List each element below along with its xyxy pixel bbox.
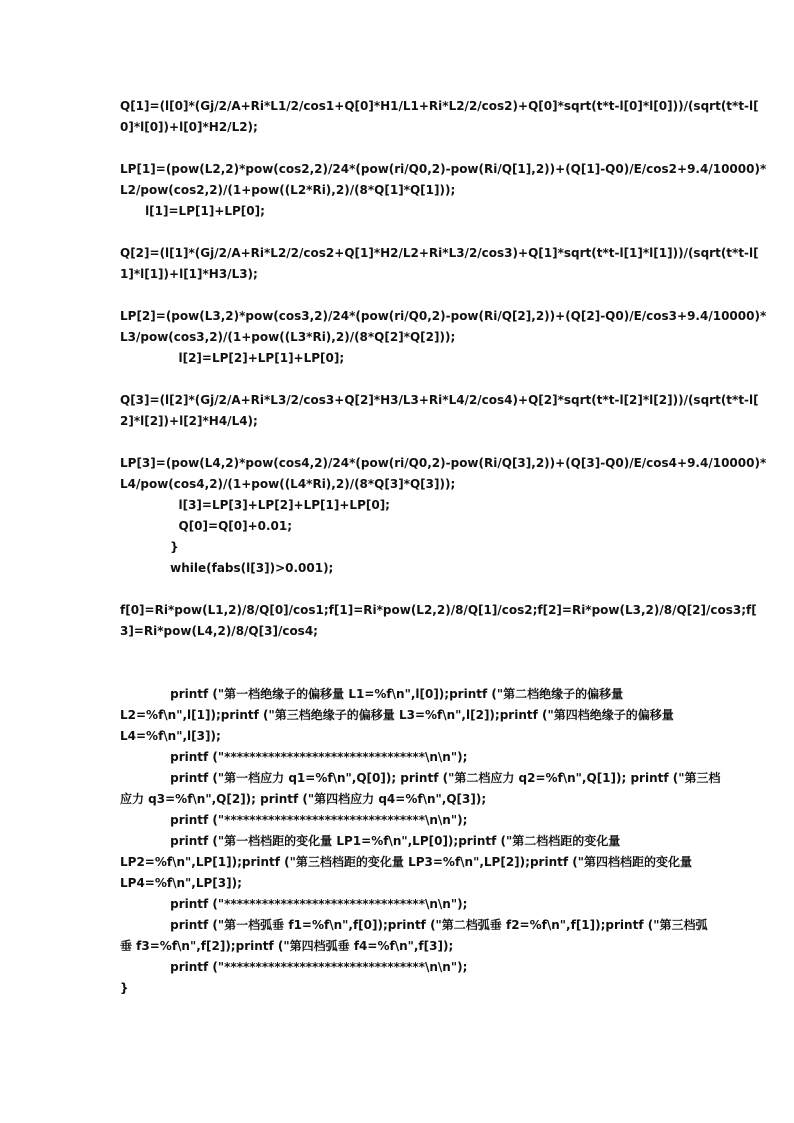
code-line: } [120,981,129,995]
code-line: f[0]=Ri*pow(L1,2)/8/Q[0]/cos1;f[1]=Ri*pow(L2,2)/8/Q[1]/cos2;f[2]=Ri*pow(L3,2)/8/Q[2]/cos3;f[ [120,603,757,617]
code-line: LP[3]=(pow(L4,2)*pow(cos4,2)/24*(pow(ri/Q0,2)-pow(Ri/Q[3],2))+(Q[3]-Q0)/E/cos4+9.4/10000)* [120,456,767,470]
code-line: printf ("********************************\n\n"); [120,813,468,827]
code-line: L4=%f\n",l[3]); [120,729,221,743]
code-line [120,285,680,306]
code-line: l[3]=LP[3]+LP[2]+LP[1]+LP[0]; [120,498,390,512]
code-line [120,432,680,453]
code-line: LP2=%f\n",LP[1]);printf ("第三档档距的变化量 LP3=%f\n",LP[2]);printf ("第四档档距的变化量 [120,855,692,869]
code-line: printf ("********************************\n\n"); [120,960,468,974]
code-line [120,138,680,159]
code-line: printf ("********************************\n\n"); [120,750,468,764]
code-line: LP[2]=(pow(L3,2)*pow(cos3,2)/24*(pow(ri/Q0,2)-pow(Ri/Q[2],2))+(Q[2]-Q0)/E/cos3+9.4/10000)* [120,309,767,323]
code-line: printf ("第一档应力 q1=%f\n",Q[0]); printf ("第二档应力 q2=%f\n",Q[1]); printf ("第三档 [120,771,721,785]
code-line: 垂 f3=%f\n",f[2]);printf ("第四档弧垂 f4=%f\n",f[3]); [120,939,454,953]
code-line [120,579,680,600]
code-line: Q[2]=(l[1]*(Gj/2/A+Ri*L2/2/cos2+Q[1]*H2/L2+Ri*L3/2/cos3)+Q[1]*sqrt(t*t-l[1]*l[1]))/(sqrt(t*t-l[ [120,246,759,260]
code-line [120,369,680,390]
code-line: 0]*l[0])+l[0]*H2/L2); [120,120,258,134]
code-line: l[1]=LP[1]+LP[0]; [120,204,265,218]
code-line: printf ("第一档绝缘子的偏移量 L1=%f\n",l[0]);printf ("第二档绝缘子的偏移量 [120,687,624,701]
code-line: L4/pow(cos4,2)/(1+pow((L4*Ri),2)/(8*Q[3]*Q[3])); [120,477,456,491]
code-line: printf ("第一档档距的变化量 LP1=%f\n",LP[0]);printf ("第二档档距的变化量 [120,834,621,848]
code-line: L2/pow(cos2,2)/(1+pow((L2*Ri),2)/(8*Q[1]*Q[1])); [120,183,456,197]
code-line [120,642,680,663]
code-line: Q[1]=(l[0]*(Gj/2/A+Ri*L1/2/cos1+Q[0]*H1/L1+Ri*L2/2/cos2)+Q[0]*sqrt(t*t-l[0]*l[0]))/(sqrt(t*t-l[ [120,99,759,113]
code-line: printf ("第一档弧垂 f1=%f\n",f[0]);printf ("第二档弧垂 f2=%f\n",f[1]);printf ("第三档弧 [120,918,708,932]
code-line: 2]*l[2])+l[2]*H4/L4); [120,414,258,428]
code-line: while(fabs(l[3])>0.001); [120,561,334,575]
code-line: 应力 q3=%f\n",Q[2]); printf ("第四档应力 q4=%f\n",Q[3]); [120,792,487,806]
code-line: Q[0]=Q[0]+0.01; [120,519,293,533]
code-line: printf ("********************************\n\n"); [120,897,468,911]
code-line: } [120,540,179,554]
code-line: L2=%f\n",l[1]);printf ("第三档绝缘子的偏移量 L3=%f\n",l[2]);printf ("第四档绝缘子的偏移量 [120,708,674,722]
code-line [120,222,680,243]
code-line [120,663,680,684]
code-line: L3/pow(cos3,2)/(1+pow((L3*Ri),2)/(8*Q[2]*Q[2])); [120,330,456,344]
code-line: Q[3]=(l[2]*(Gj/2/A+Ri*L3/2/cos3+Q[2]*H3/L3+Ri*L4/2/cos4)+Q[2]*sqrt(t*t-l[2]*l[2]))/(sqrt(t*t-l[ [120,393,759,407]
code-line: LP[1]=(pow(L2,2)*pow(cos2,2)/24*(pow(ri/Q0,2)-pow(Ri/Q[1],2))+(Q[1]-Q0)/E/cos2+9.4/10000)* [120,162,767,176]
code-line: 3]=Ri*pow(L4,2)/8/Q[3]/cos4; [120,624,318,638]
code-line: l[2]=LP[2]+LP[1]+LP[0]; [120,351,345,365]
code-line: 1]*l[1])+l[1]*H3/L3); [120,267,258,281]
code-listing [120,96,767,999]
code-line: LP4=%f\n",LP[3]); [120,876,242,890]
